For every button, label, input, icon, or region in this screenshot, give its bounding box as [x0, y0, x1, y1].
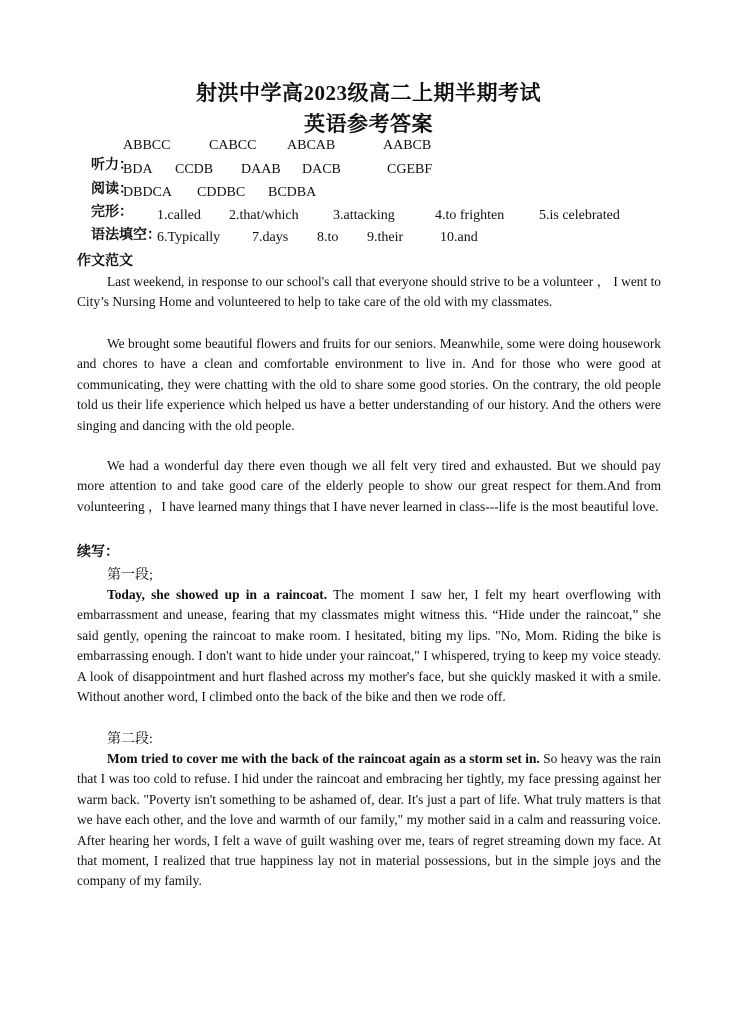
grammar-answer: 5.is celebrated: [539, 208, 620, 223]
part1-text: The moment I saw her, I felt my heart overflowing with embarrassment and unease, fearing that my classmates might witness this. “Hide under the raincoat,” she said gently, opening the raincoat to make room. I hesitated, biting my lips. "No, Mom. Riding the bike is embarrassing enough. I don't want to hide under your raincoat," I whispered, trying to keep my voice steady. A look of disappointment and hurt flashed across my mother's face, but she quickly masked it with a smile. Without another word, I climbed onto the back of the bike and then we rode off.: [77, 587, 661, 705]
listening-answer: ABBCC: [123, 138, 171, 153]
document-title: 射洪中学高2023级高二上期半期考试: [196, 81, 541, 105]
grammar-answer: 2.that/which: [229, 208, 299, 223]
cloze-answer: CDDBC: [197, 185, 246, 200]
grammar-answer: 9.their: [367, 230, 404, 245]
essay-paragraph: We had a wonderful day there even though we all felt very tired and exhausted. But we should pay more attention to and take good care of the elderly people to show our great respect for them.And from volunteering ，I have learned many things that I have never learned in class---life is the most beautiful love.: [77, 458, 661, 514]
grammar-answer: 4.to frighten: [435, 208, 505, 223]
listening-answer: AABCB: [383, 138, 432, 153]
grammar-answer: 6.Typically: [157, 230, 221, 245]
cloze-answer: DBDCA: [123, 185, 173, 200]
essay-paragraph: We brought some beautiful flowers and fruits for our seniors. Meanwhile, some were doing housework and chores to have a clean and comfortable environment to live in. And for those who were good at communicating, they were chatting with the old to share some good stories. On the contrary, the old people told us their life experience which helped us have a better understanding of our history. And the others were singing and dancing with the old people.: [77, 336, 661, 433]
reading-answer: DAAB: [241, 162, 281, 177]
part2-text: So heavy was the rain that I was too cold to refuse. I hid under the raincoat and embracing her tightly, my face pressing against her warm back. "Poverty isn't something to be ashamed of, dear. It's just a part of life. What truly matters is that we have each other, and the love and warmth of our family," my mother said in a calm and reassuring voice. After hearing her words, I felt a wave of guilt washing over me, tears of regret streaming down my face. At that moment, I realized that true happiness lay not in material possessions, but in the simple joys and the company of my family.: [77, 751, 662, 889]
grammar-answer: 1.called: [157, 208, 201, 223]
listening-answer: ABCAB: [287, 138, 336, 153]
cloze-label: 完形：: [91, 205, 133, 220]
part1-paragraph: [77, 585, 661, 707]
reading-answer: BDA: [123, 162, 153, 177]
cloze-answer: BCDBA: [268, 185, 317, 200]
essay-paragraph: Last weekend, in response to our school's call that everyone should strive to be a volunteer ， I went to City’s Nursing Home and volunteered to help to take care of the old with my classmates.: [77, 274, 661, 310]
essay-heading: 作文范文: [77, 254, 133, 269]
listening-label: 听力：: [91, 158, 133, 173]
grammar-answer: 8.to: [317, 230, 339, 245]
listening-answer: CABCC: [209, 138, 257, 153]
grammar-answer: 10.and: [440, 230, 478, 245]
grammar-label: 语法填空：: [91, 228, 161, 243]
part2-paragraph: [77, 749, 661, 892]
part1-label: 第一段;: [107, 568, 153, 583]
reading-answer: DACB: [302, 162, 341, 177]
reading-label: 阅读：: [91, 182, 133, 197]
reading-answer: CCDB: [175, 162, 214, 177]
part2-lead: Mom tried to cover me with the back of the raincoat again as a storm set in.: [107, 751, 540, 766]
part1-lead: Today, she showed up in a raincoat.: [107, 587, 328, 602]
grammar-answer: 3.attacking: [333, 208, 395, 223]
document-subtitle: 英语参考答案: [304, 112, 433, 136]
reading-answer: CGEBF: [387, 162, 433, 177]
continuation-heading: 续写：: [77, 545, 119, 560]
part2-label: 第二段:: [107, 732, 153, 747]
grammar-answer: 7.days: [252, 230, 289, 245]
